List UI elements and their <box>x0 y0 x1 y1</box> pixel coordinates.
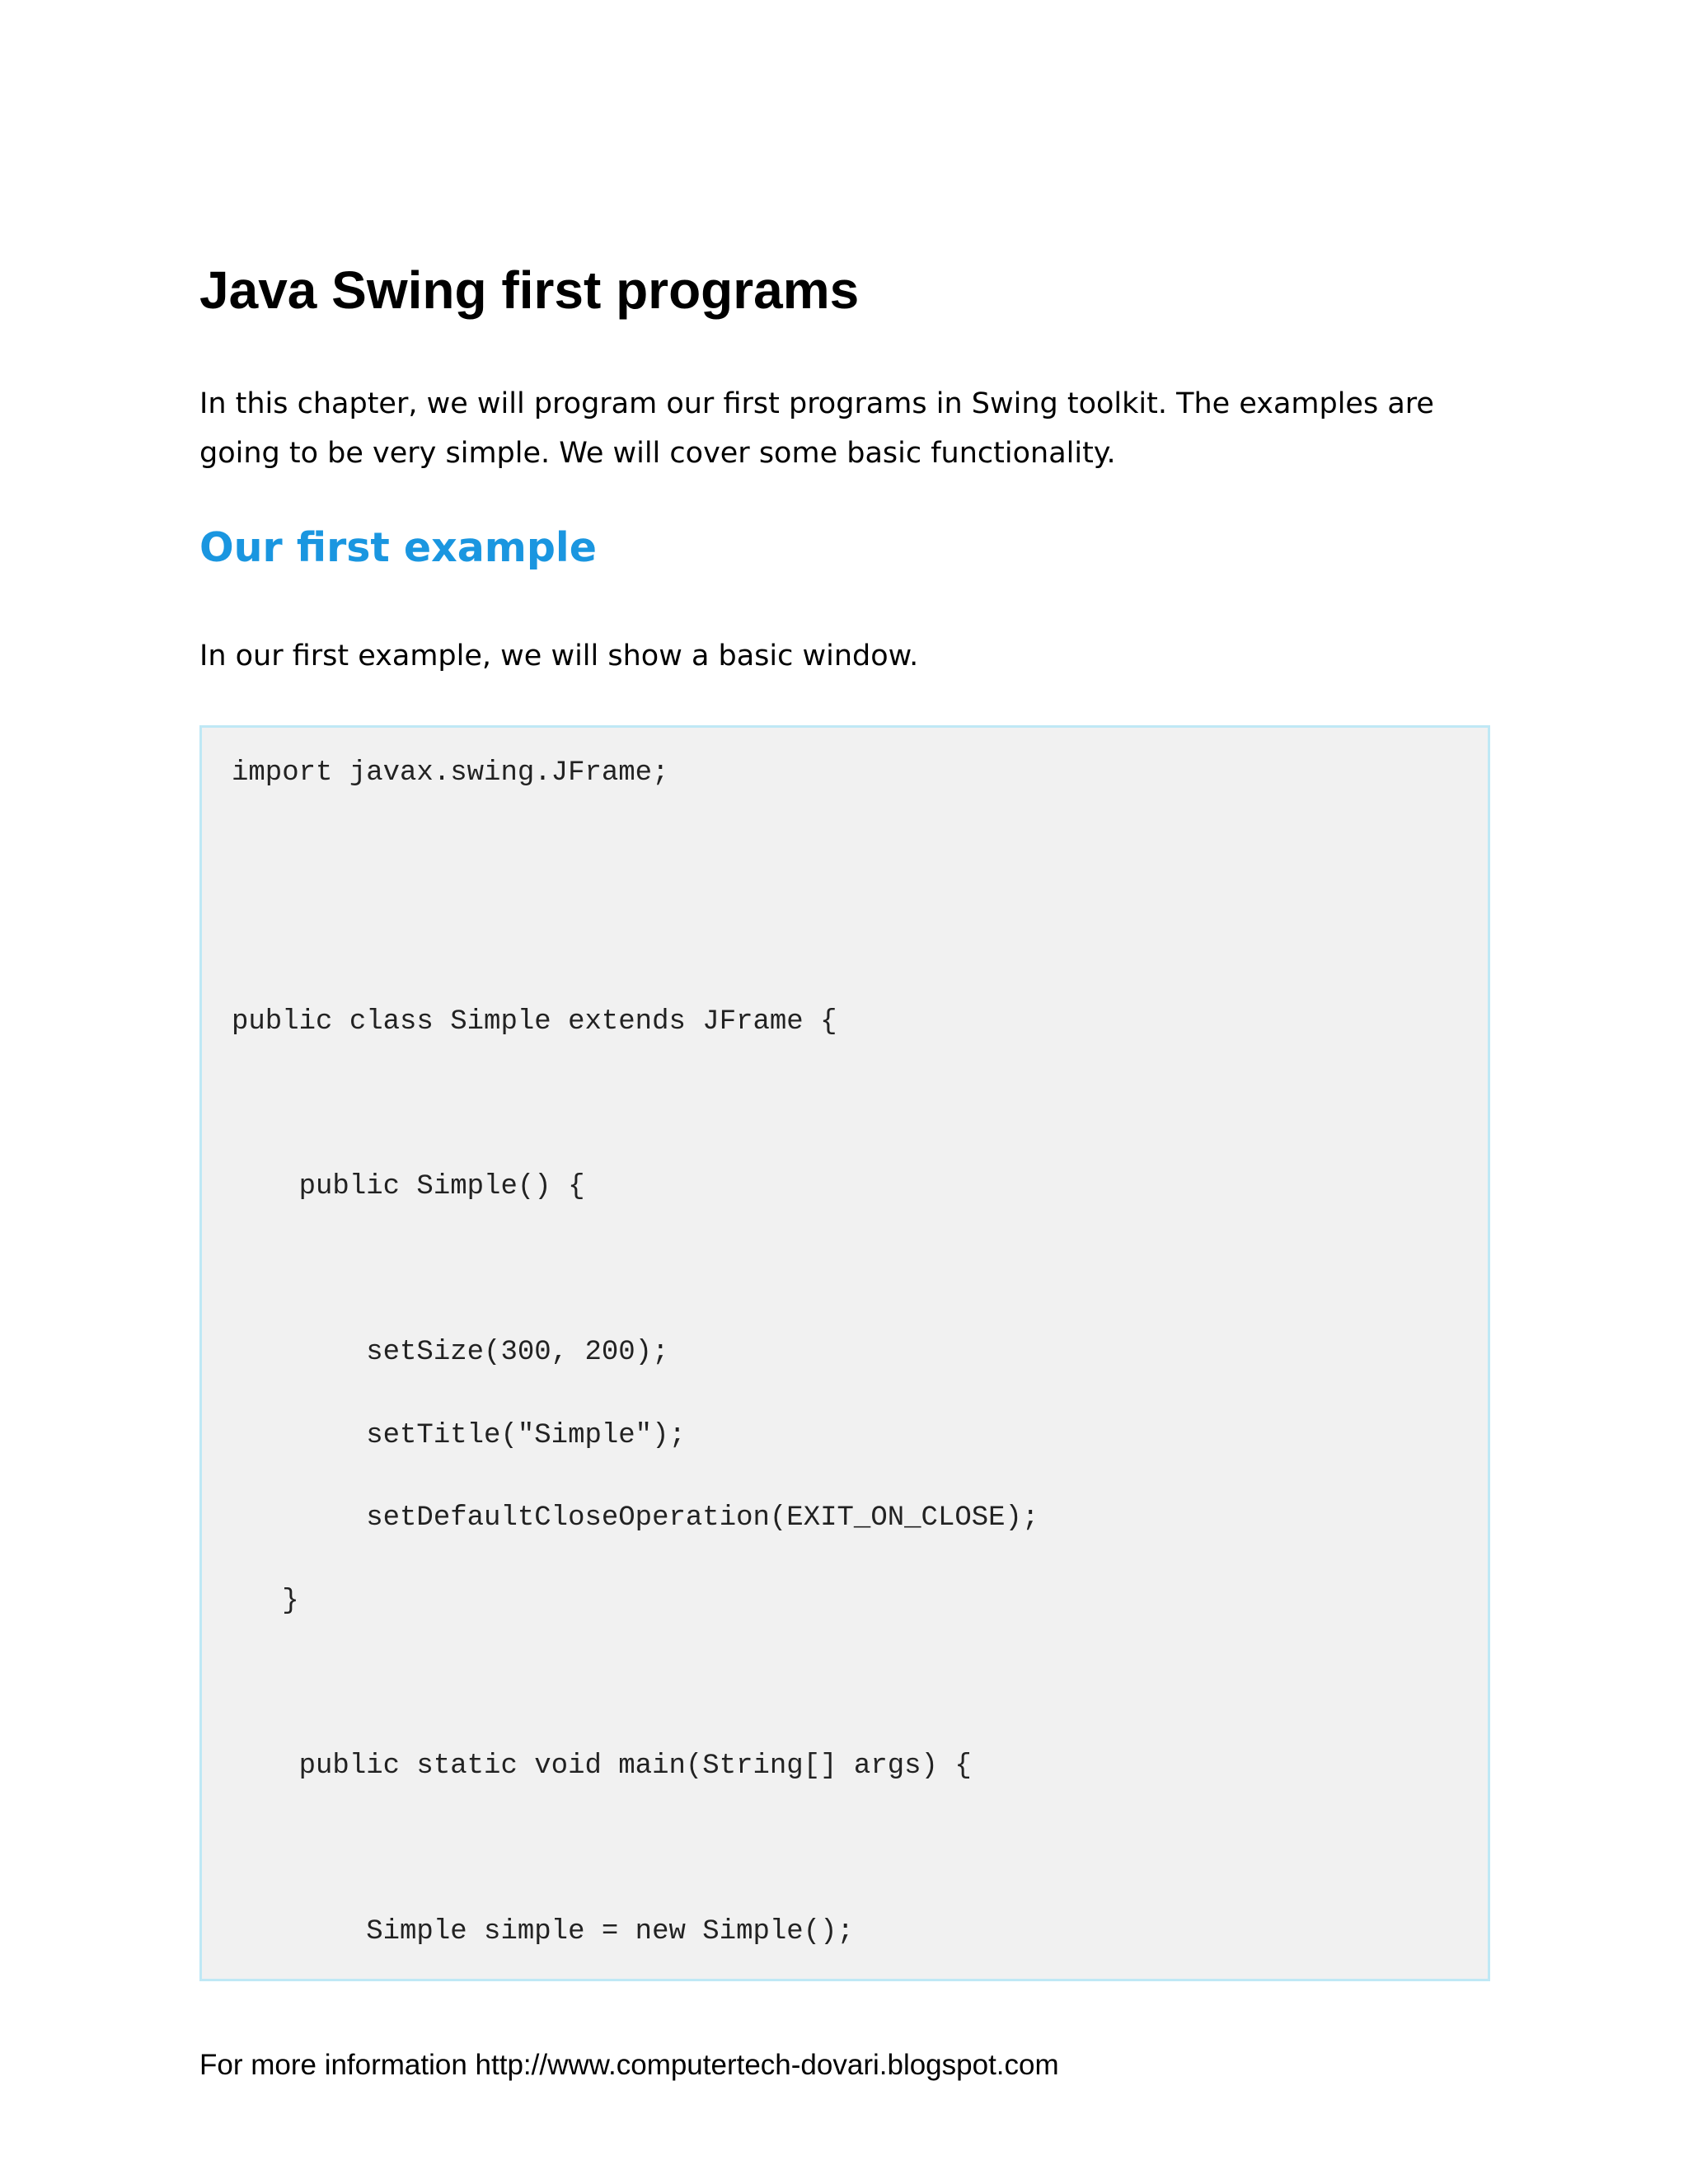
code-line: Simple simple = new Simple(); <box>232 1916 854 1947</box>
section-paragraph: In our first example, we will show a basic window. <box>199 640 919 673</box>
code-line: setTitle("Simple"); <box>232 1420 686 1451</box>
code-line: public Simple() { <box>232 1171 585 1202</box>
code-line: public class Simple extends JFrame { <box>232 1006 837 1038</box>
code-block <box>199 725 1490 1981</box>
intro-paragraph: In this chapter, we will program our first programs in Swing toolkit. The examples are going to be very simple. We will cover some basic functionality. <box>199 387 1434 470</box>
footer-text: For more information http://www.computertech-dovari.blogspot.com <box>199 2049 1059 2081</box>
code-line: setDefaultCloseOperation(EXIT_ON_CLOSE); <box>232 1502 1039 1534</box>
code-line: import javax.swing.JFrame; <box>232 757 669 789</box>
code-line: } <box>232 1586 299 1617</box>
code-line: public static void main(String[] args) { <box>232 1750 972 1782</box>
code-line: setSize(300, 200); <box>232 1337 669 1368</box>
page-title: Java Swing first programs <box>199 260 860 320</box>
section-heading: Our first example <box>199 524 597 571</box>
